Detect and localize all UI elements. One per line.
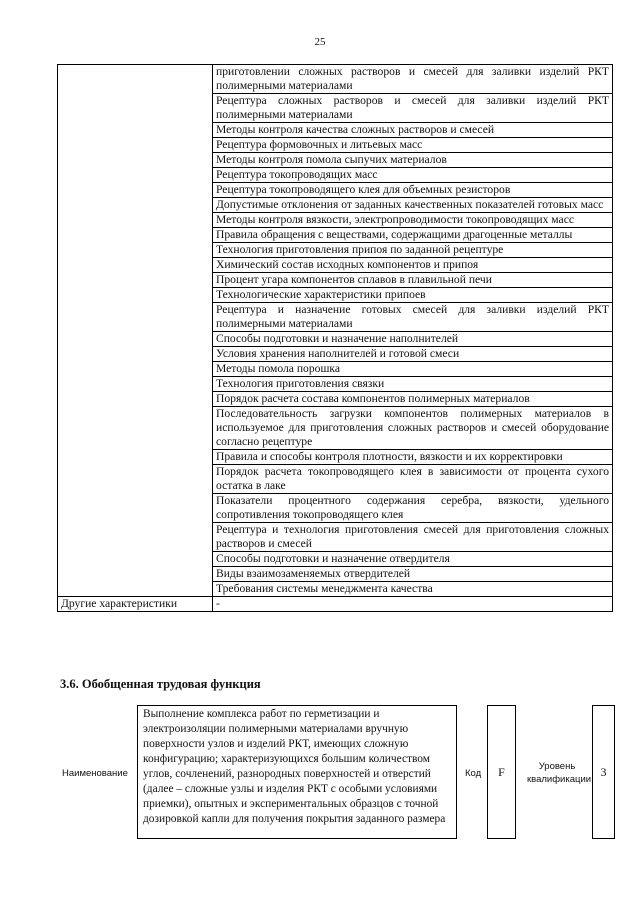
knowledge-table-body [58, 65, 613, 612]
knowledge-item: Способы подготовки и назначение наполнителей [213, 332, 613, 347]
knowledge-item: Правила обращения с веществами, содержащими драгоценные металлы [213, 228, 613, 243]
code-value-box [487, 705, 516, 839]
name-value-box: Выполнение комплекса работ по герметизации и электроизоляции полимерными материалами вручную поверхности узлов и изделий РКТ, имеющих сложную конфигурацию; характеризующихся большим количеством углов, сочленений, разнородных поверхностей и отверстий (далее – сложные узлы и изделия РКТ с особыми условиями приемки), опытных и экспериментальных образцов с точной дозировкой капли для получения покрытия заданного размера [137, 705, 457, 839]
knowledge-item: Виды взаимозаменяемых отвердителей [213, 567, 613, 582]
page-number: 25 [314, 36, 326, 48]
knowledge-item: Рецептура и технология приготовления смесей для приготовления сложных растворов и смесей [213, 523, 613, 552]
knowledge-label-cell [58, 65, 213, 597]
knowledge-item: Способы подготовки и назначение отвердителя [213, 552, 613, 567]
knowledge-item: Химический состав исходных компонентов и припоя [213, 258, 613, 273]
knowledge-item: Процент угара компонентов сплавов в плавильной печи [213, 273, 613, 288]
knowledge-item: Порядок расчета состава компонентов полимерных материалов [213, 392, 613, 407]
knowledge-item: Технология приготовления связки [213, 377, 613, 392]
code-label: Код [465, 768, 482, 779]
knowledge-item: Рецептура токопроводящего клея для объемных резисторов [213, 183, 613, 198]
knowledge-item: Требования системы менеджмента качества [213, 582, 613, 597]
qualification-level-label: Уровень квалификации [527, 761, 592, 785]
qualification-level-value: 3 [600, 764, 607, 779]
qualification-level-box [592, 705, 615, 839]
knowledge-item: Рецептура токопроводящих масс [213, 168, 613, 183]
knowledge-item: Условия хранения наполнителей и готовой смеси [213, 347, 613, 362]
knowledge-item: Рецептура сложных растворов и смесей для заливки изделий РКТ полимерными материалами [213, 94, 613, 123]
knowledge-item: приготовлении сложных растворов и смесей для заливки изделий РКТ полимерными материалами [213, 65, 613, 94]
knowledge-item: Правила и способы контроля плотности, вязкости и их корректировки [213, 450, 613, 465]
knowledge-item: Показатели процентного содержания серебра, вязкости, удельного сопротивления токопроводящего клея [213, 494, 613, 523]
knowledge-item: Методы контроля качества сложных растворов и смесей [213, 123, 613, 138]
knowledge-item: Порядок расчета токопроводящего клея в зависимости от процента сухого остатка в лаке [213, 465, 613, 494]
knowledge-item: Рецептура формовочных и литьевых масс [213, 138, 613, 153]
knowledge-item: Технология приготовления припоя по заданной рецептуре [213, 243, 613, 258]
code-value: F [498, 764, 505, 779]
knowledge-item: Методы контроля помола сыпучих материалов [213, 153, 613, 168]
knowledge-item: Рецептура и назначение готовых смесей для заливки изделий РКТ полимерными материалами [213, 303, 613, 332]
knowledge-item: Методы контроля вязкости, электропроводимости токопроводящих масс [213, 213, 613, 228]
other-characteristics-row [58, 597, 613, 612]
knowledge-item: Допустимые отклонения от заданных качественных показателей готовых масс [213, 198, 613, 213]
other-characteristics-value: - [213, 597, 613, 612]
other-characteristics-label: Другие характеристики [58, 597, 213, 612]
knowledge-item: Технологические характеристики припоев [213, 288, 613, 303]
section-heading: 3.6. Обобщенная трудовая функция [60, 677, 261, 691]
knowledge-table [57, 64, 613, 612]
knowledge-item: Последовательность загрузки компонентов полимерных материалов в используемое для приготовления сложных растворов и смесей оборудование согласно рецептуре [213, 407, 613, 450]
table-row [58, 65, 613, 94]
knowledge-item: Методы помола порошка [213, 362, 613, 377]
name-label: Наименование [62, 768, 128, 779]
